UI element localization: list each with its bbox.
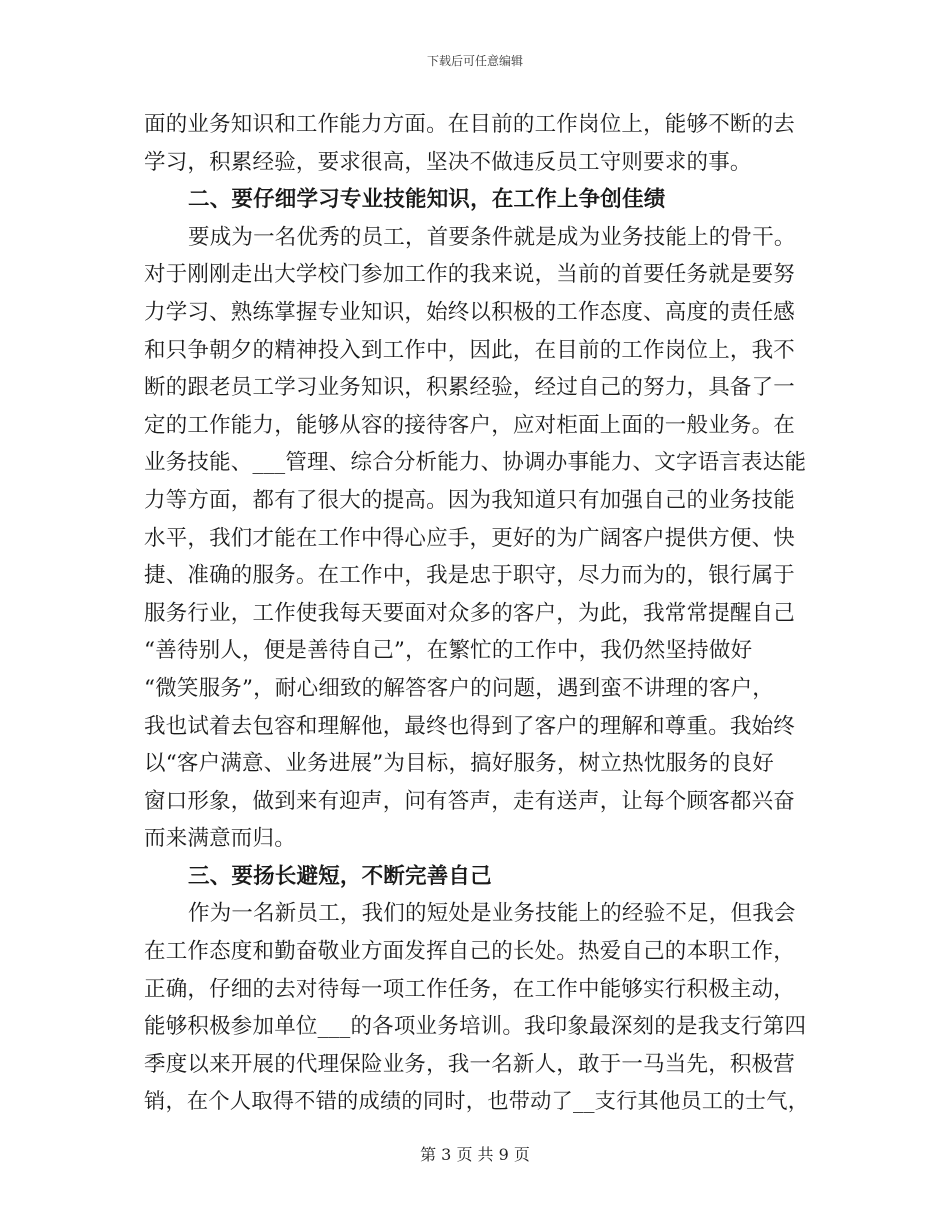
text-line: 定的工作能力，能够从容的接待客户，应对柜面上面的一般业务。在	[144, 412, 796, 438]
section-heading: 三、要扬长避短，不断完善自己	[188, 863, 492, 889]
text-line: 在工作态度和勤奋敬业方面发挥自己的长处。热爱自己的本职工作，	[144, 939, 796, 965]
text-line: 力学习、熟练掌握专业知识，始终以积极的工作态度、高度的责任感	[144, 299, 796, 325]
text-line: 季度以来开展的代理保险业务，我一名新人，敢于一马当先，积极营	[144, 1051, 796, 1077]
text-line: 我也试着去包容和理解他，最终也得到了客户的理解和尊重。我始终	[144, 713, 796, 739]
text-line: 能够积极参加单位___的各项业务培训。我印象最深刻的是我支行第四	[144, 1014, 807, 1040]
section-heading: 二、要仔细学习专业技能知识，在工作上争创佳绩	[188, 187, 666, 213]
text-line: 和只争朝夕的精神投入到工作中，因此，在目前的工作岗位上，我不	[144, 337, 796, 363]
text-line: 捷、准确的服务。在工作中，我是忠于职守，尽力而为的，银行属于	[144, 563, 796, 589]
text-line: 面的业务知识和工作能力方面。在目前的工作岗位上，能够不断的去	[144, 112, 796, 137]
text-line: 以“客户满意、业务进展”为目标，搞好服务，树立热忱服务的良好	[144, 751, 774, 777]
text-line: 服务行业，工作使我每天要面对众多的客户，为此，我常常提醒自己	[144, 600, 796, 626]
text-line: 水平，我们才能在工作中得心应手，更好的为广阔客户提供方便、快	[144, 525, 796, 551]
text-line: 业务技能、___管理、综合分析能力、协调办事能力、文字语言表达能	[144, 450, 807, 476]
text-line: 学习，积累经验，要求很高，坚决不做违反员工守则要求的事。	[144, 149, 752, 175]
text-line: 对于刚刚走出大学校门参加工作的我来说，当前的首要任务就是要努	[144, 262, 796, 288]
page-header: 下载后可任意编辑	[426, 54, 523, 68]
text-line: 销，在个人取得不错的成绩的同时，也带动了__支行其他员工的士气，	[144, 1089, 810, 1115]
document-body	[144, 106, 816, 1121]
text-line: 要成为一名优秀的员工，首要条件就是成为业务技能上的骨干。	[188, 224, 796, 250]
text-line: 断的跟老员工学习业务知识，积累经验，经过自己的努力，具备了一	[144, 375, 796, 401]
text-line: 作为一名新员工，我们的短处是业务技能上的经验不足，但我会	[188, 901, 796, 927]
text-line: “微笑服务”，耐心细致的解答客户的问题，遇到蛮不讲理的客户，	[144, 675, 774, 701]
text-line: 力等方面，都有了很大的提高。因为我知道只有加强自己的业务技能	[144, 487, 796, 513]
text-line: 窗口形象，做到来有迎声，问有答声，走有送声，让每个顾客都兴奋	[144, 788, 796, 814]
text-line: 正确，仔细的去对待每一项工作任务，在工作中能够实行积极主动，	[144, 976, 796, 1002]
text-line: 而来满意而归。	[144, 826, 296, 852]
page-footer: 第 3 页 共 9 页	[420, 1145, 530, 1164]
text-line: “善待别人，便是善待自己”，在繁忙的工作中，我仍然坚持做好	[144, 638, 753, 664]
